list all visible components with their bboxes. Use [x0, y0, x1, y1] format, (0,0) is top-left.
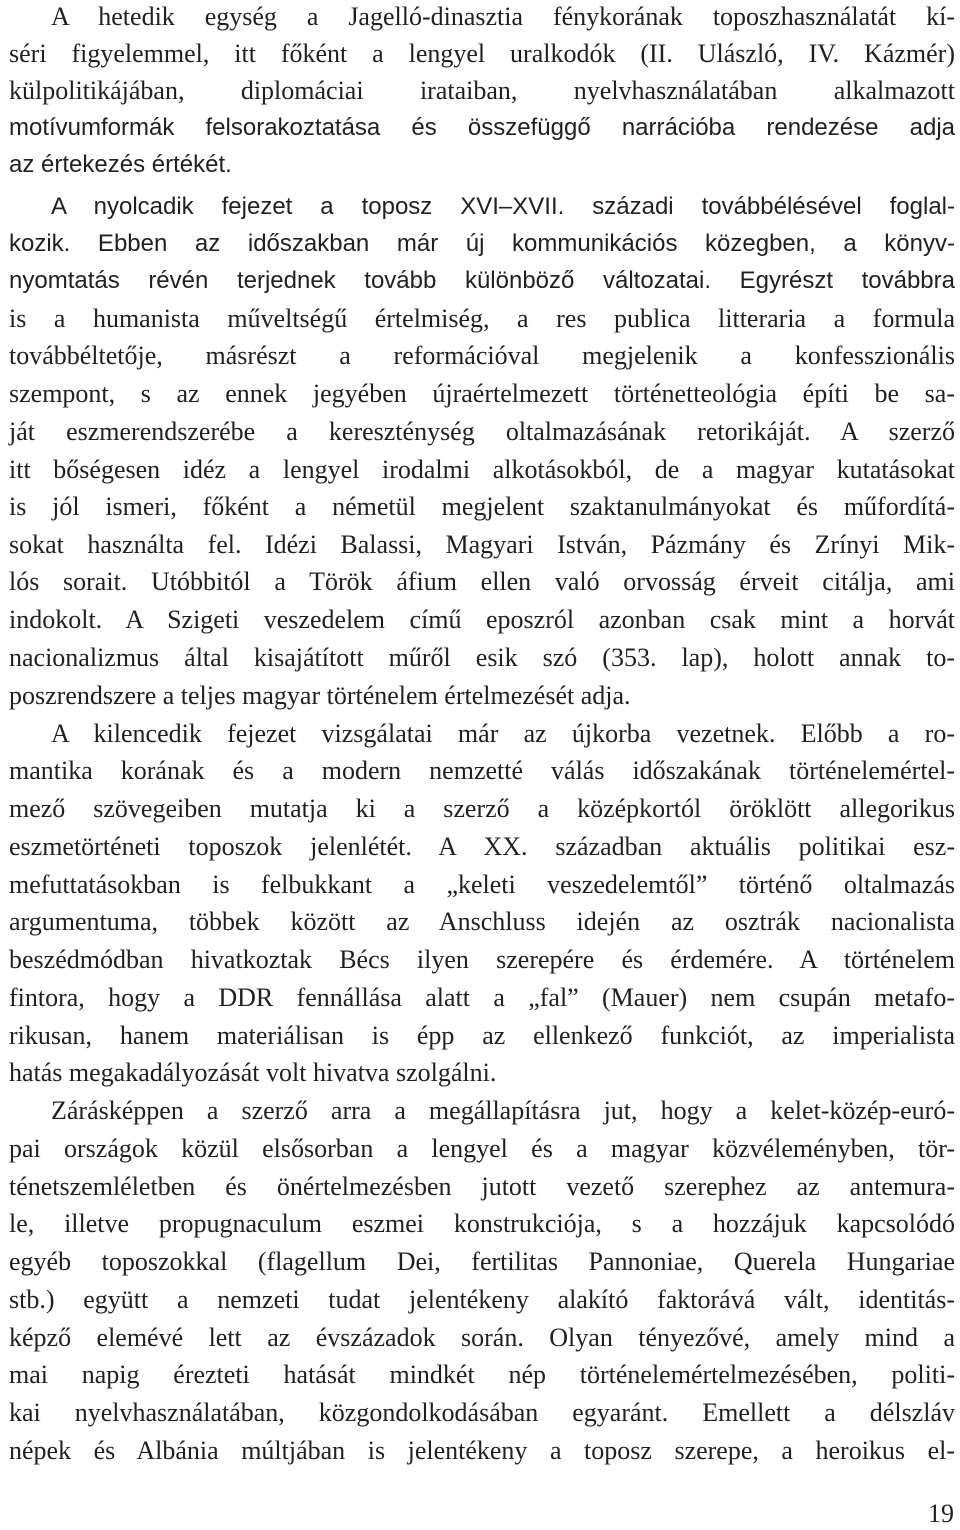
text-line: is a humanista műveltségű értelmiség, a res publica litteraria a formula	[9, 304, 955, 333]
page-number: 19	[928, 1499, 954, 1528]
text-line: itt bőségesen idéz a lengyel irodalmi alkotásokból, de a magyar kutatásokat	[9, 455, 955, 484]
text-line: ját eszmerendszerébe a kereszténység oltalmazásának retorikáját. A szerző	[9, 417, 955, 446]
text-line: hatás megakadályozását volt hivatva szolgálni.	[9, 1058, 497, 1087]
text-line: A nyolcadik fejezet a toposz XVI–XVII. századi továbbélésével foglal-	[51, 193, 955, 220]
text-line: egyéb toposzokkal (flagellum Dei, fertilitas Pannoniae, Querela Hungariae	[9, 1247, 955, 1276]
text-line: stb.) együtt a nemzeti tudat jelentékeny alakító faktorává vált, identitás-	[9, 1285, 955, 1314]
text-line: külpolitikájában, diplomáciai irataiban, nyelvhasználatában alkalmazott	[9, 76, 955, 105]
text-line: kai nyelvhasználatában, közgondolkodásában egyaránt. Emellett a délszláv	[9, 1398, 955, 1427]
text-line: A kilencedik fejezet vizsgálatai már az újkorba vezetnek. Előbb a ro-	[51, 719, 955, 748]
text-line: nacionalizmus által kisajátított műről esik szó (353. lap), holott annak to-	[9, 643, 955, 672]
text-line: argumentuma, többek között az Anschluss idején az osztrák nacionalista	[9, 907, 955, 936]
text-line: népek és Albánia múltjában is jelentékeny a toposz szerepe, a heroikus el-	[9, 1436, 955, 1465]
text-line: pai országok közül elsősorban a lengyel és a magyar közvéleményben, tör-	[9, 1134, 955, 1163]
text-line: eszmetörténeti toposzok jelenlétét. A XX. században aktuális politikai esz-	[9, 832, 955, 861]
text-line: szempont, s az ennek jegyében újraértelmezett történetteológia építi be sa-	[9, 379, 955, 408]
text-line: motívumformák felsorakoztatása és összefüggő narrációba rendezése adja	[9, 114, 955, 141]
text-line: beszédmódban hivatkoztak Bécs ilyen szerepére és érdemére. A történelem	[9, 945, 955, 974]
text-line: indokolt. A Szigeti veszedelem című eposzról azonban csak mint a horvát	[9, 605, 955, 634]
text-line: mai napig érezteti hatását mindkét nép történelemértelmezésében, politi-	[9, 1360, 955, 1389]
text-line: képző elemévé lett az évszázadok során. Olyan tényezővé, amely mind a	[9, 1323, 955, 1352]
text-line: mező szövegeiben mutatja ki a szerző a középkortól öröklött allegorikus	[9, 794, 955, 823]
text-line: rikusan, hanem materiálisan is épp az ellenkező funkciót, az imperialista	[9, 1021, 955, 1050]
text-line: mantika korának és a modern nemzetté válás időszakának történelemértel-	[9, 756, 955, 785]
text-line: poszrendszere a teljes magyar történelem értelmezését adja.	[9, 681, 631, 710]
text-line: nyomtatás révén terjednek tovább különböző változatai. Egyrészt továbbra	[9, 267, 955, 294]
text-line: le, illetve propugnaculum eszmei konstrukciója, s a hozzájuk kapcsolódó	[9, 1209, 955, 1238]
text-line: az értekezés értékét.	[9, 151, 232, 178]
text-line: fintora, hogy a DDR fennállása alatt a „fal” (Mauer) nem csupán metafo-	[9, 983, 955, 1012]
text-line: továbbéltetője, másrészt a reformációval megjelenik a konfesszionális	[9, 341, 955, 370]
text-line: mefuttatásokban is felbukkant a „keleti veszedelemtől” történő oltalmazás	[9, 870, 955, 899]
text-line: kozik. Ebben az időszakban már új kommunikációs közegben, a könyv-	[9, 230, 955, 257]
text-line: A hetedik egység a Jagelló-dinasztia fénykorának toposzhasználatát kí-	[51, 2, 955, 31]
text-line: Zárásképpen a szerző arra a megállapításra jut, hogy a kelet-közép-euró-	[51, 1096, 955, 1125]
text-line: is jól ismeri, főként a németül megjelent szaktanulmányokat és műfordítá-	[9, 492, 955, 521]
text-line: séri figyelemmel, itt főként a lengyel uralkodók (II. Ulászló, IV. Kázmér)	[9, 39, 955, 68]
text-line: lós sorait. Utóbbitól a Török áfium ellen való orvosság érveit citálja, ami	[9, 567, 955, 596]
text-line: sokat használta fel. Idézi Balassi, Magyari István, Pázmány és Zrínyi Mik-	[9, 530, 955, 559]
text-line: ténetszemléletben és önértelmezésben jutott vezető szerephez az antemura-	[9, 1172, 955, 1201]
